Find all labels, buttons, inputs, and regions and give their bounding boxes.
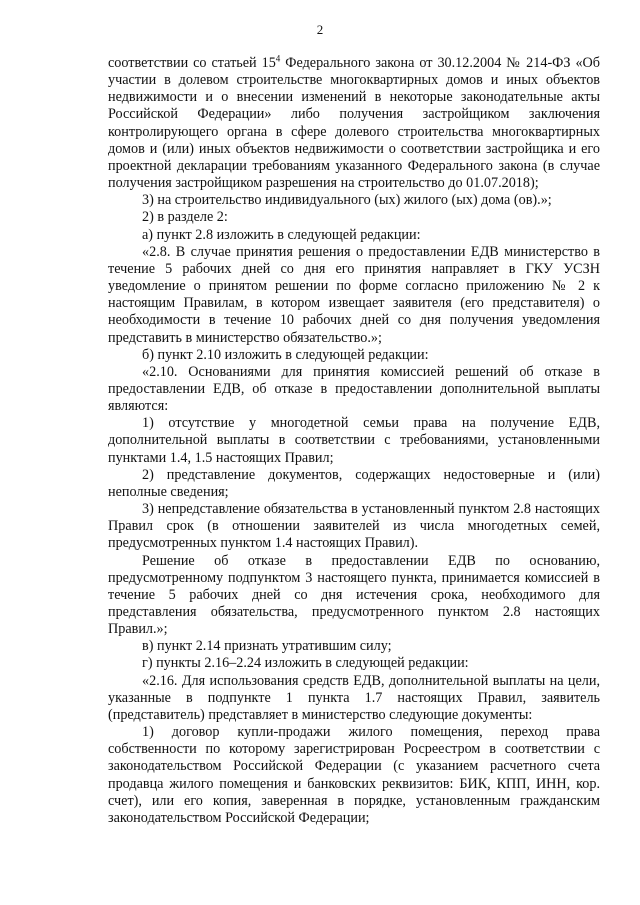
paragraph: 1) договор купли-продажи жилого помещения, переход права собственности по которому зарегистрирован Росреестром в соответствии с законодательством Российской Федерации (с указанием расчетного счета продавца жилого помещения и банковских реквизитов: БИК, КПП, ИНН, кор. счет), или его копия, заверенная в порядке, установленным гражданским законодательством Российской Федерации;: [108, 724, 600, 826]
paragraph-continuation: соответствии со статьей $15^4$ Федерального закона от 30.12.2004 № 214-ФЗ «Об участии в долевом строительстве многоквартирных домов и иных объектов недвижимости и о внесении изменений в некоторые законодательные акты Российской Федерации» либо получения застройщиком заключения контролирующего органа в сфере долевого строительства многоквартирных домов и (или) иных объектов недвижимости о соответствии застройщика и его проектной декларации требованиям указанного Федерального закона (в случае получения застройщиком разрешения на строительство до 01.07.2018);: [108, 53, 601, 192]
paragraph: г) пункты 2.16–2.24 изложить в следующей редакции:: [142, 655, 469, 672]
paragraph: 3) непредставление обязательства в установленный пунктом 2.8 настоящих Правил срок (в отношении заявителей из числа многодетных семей, предусмотренных пунктом 1.4 настоящих Правил).: [108, 501, 600, 552]
superscript: 4: [275, 53, 281, 64]
paragraph: в) пункт 2.14 признать утратившим силу;: [142, 638, 392, 655]
paragraph: Решение об отказе в предоставлении ЕДВ по основанию, предусмотренному подпунктом 3 настоящего пункта, принимается комиссией в течение 5 рабочих дней со дня истечения срока, необходимого для представления обязательства, предусмотренного пунктом 2.8 настоящих Правил.»;: [108, 552, 600, 638]
document-body: [108, 55, 600, 827]
paragraph: 2) в разделе 2:: [142, 209, 228, 226]
paragraph: «2.16. Для использования средств ЕДВ, дополнительной выплаты на цели, указанные в подпункте 1 пункта 1.7 настоящих Правил, заявитель (представитель) представляет в министерство следующие документы:: [108, 672, 600, 723]
paragraph: б) пункт 2.10 изложить в следующей редакции:: [142, 346, 429, 363]
paragraph: 2) представление документов, содержащих недостоверные и (или) неполные сведения;: [108, 466, 600, 500]
paragraph: «2.10. Основаниями для принятия комиссией решений об отказе в предоставлении ЕДВ, об отказе в предоставлении дополнительной выплаты являются:: [108, 363, 600, 415]
paragraph: 1) отсутствие у многодетной семьи права на получение ЕДВ, дополнительной выплаты в соответствии с требованиями, установленными пунктами 1.4, 1.5 настоящих Правил;: [108, 415, 600, 466]
page-number: 2: [316, 22, 324, 37]
paragraph: «2.8. В случае принятия решения о предоставлении ЕДВ министерство в течение 5 рабочих дней со дня его принятия направляет в ГКУ УСЗН уведомление о принятом решении по форме согласно приложению № 2 к настоящим Правилам, в котором извещает заявителя (его представителя) о необходимости в течение 10 рабочих дней со дня получения уведомления представить в министерство обязательство.»;: [108, 243, 600, 346]
paragraph: а) пункт 2.8 изложить в следующей редакции:: [142, 226, 421, 243]
paragraph: 3) на строительство индивидуального (ых) жилого (ых) дома (ов).»;: [142, 192, 552, 209]
